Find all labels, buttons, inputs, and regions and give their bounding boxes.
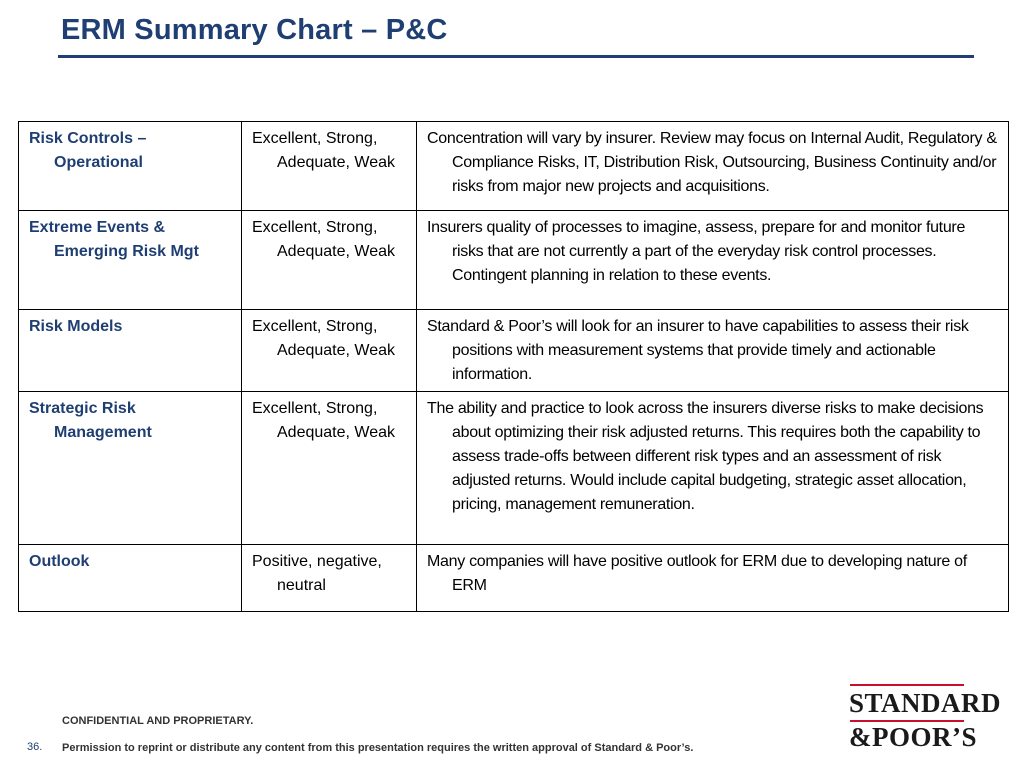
- category-label: Strategic Risk Management: [29, 400, 152, 441]
- description-cell: [417, 310, 1009, 392]
- category-cell: [19, 122, 242, 211]
- description-text: Concentration will vary by insurer. Review may focus on Internal Audit, Regulatory & Compliance Risks, IT, Distribution Risk, Outsourcing, Business Continuity and/or risks from major new projects and acquisitions.: [427, 130, 997, 195]
- category-label: Extreme Events & Emerging Risk Mgt: [29, 219, 199, 260]
- category-label: Risk Controls – Operational: [29, 130, 147, 171]
- ratings-text: Excellent, Strong, Adequate, Weak: [252, 219, 396, 260]
- description-cell: [417, 545, 1009, 612]
- description-cell: [417, 122, 1009, 211]
- logo-top-rule: [850, 684, 964, 686]
- standard-poors-logo: [848, 684, 1004, 756]
- ratings-text: Excellent, Strong, Adequate, Weak: [252, 400, 396, 441]
- ratings-text: Excellent, Strong, Adequate, Weak: [252, 318, 396, 359]
- category-cell: [19, 310, 242, 392]
- ratings-cell: [242, 545, 417, 612]
- table-row: [19, 122, 1009, 211]
- ratings-cell: [242, 392, 417, 545]
- table-row: [19, 545, 1009, 612]
- ratings-cell: [242, 122, 417, 211]
- description-text: Insurers quality of processes to imagine, assess, prepare for and monitor future risks that are not currently a part of the everyday risk control processes. Contingent planning in relation to these events.: [427, 219, 966, 284]
- description-text: Standard & Poor’s will look for an insurer to have capabilities to assess their risk positions with measurement systems that provide timely and actionable information.: [427, 318, 969, 383]
- table-row: [19, 211, 1009, 310]
- category-label: Risk Models: [29, 318, 123, 335]
- category-cell: [19, 211, 242, 310]
- slide-title: ERM Summary Chart – P&C: [61, 14, 448, 46]
- category-cell: [19, 545, 242, 612]
- description-cell: [417, 392, 1009, 545]
- logo-line-1: STANDARD: [849, 688, 1002, 718]
- ratings-text: Excellent, Strong, Adequate, Weak: [252, 130, 396, 171]
- ratings-text: Positive, negative, neutral: [252, 553, 382, 594]
- table-row: [19, 392, 1009, 545]
- description-text: Many companies will have positive outlook for ERM due to developing nature of ERM: [427, 553, 967, 594]
- logo-line-2: &POOR’S: [849, 722, 977, 752]
- permission-notice: Permission to reprint or distribute any content from this presentation requires the written approval of Standard & Poor’s.: [62, 742, 694, 754]
- ratings-cell: [242, 310, 417, 392]
- erm-summary-table: [18, 121, 1009, 612]
- page-number: 36.: [27, 741, 43, 753]
- category-cell: [19, 392, 242, 545]
- description-cell: [417, 211, 1009, 310]
- confidential-notice: CONFIDENTIAL AND PROPRIETARY.: [62, 715, 254, 727]
- ratings-cell: [242, 211, 417, 310]
- table-row: [19, 310, 1009, 392]
- title-underline: [58, 55, 974, 58]
- description-text: The ability and practice to look across the insurers diverse risks to make decisions about optimizing their risk adjusted returns. This requires both the capability to assess trade-offs between different risk types and an assessment of risk adjusted returns. Would include capital budgeting, strategic asset allocation, pricing, management remuneration.: [427, 400, 984, 513]
- category-label: Outlook: [29, 553, 90, 570]
